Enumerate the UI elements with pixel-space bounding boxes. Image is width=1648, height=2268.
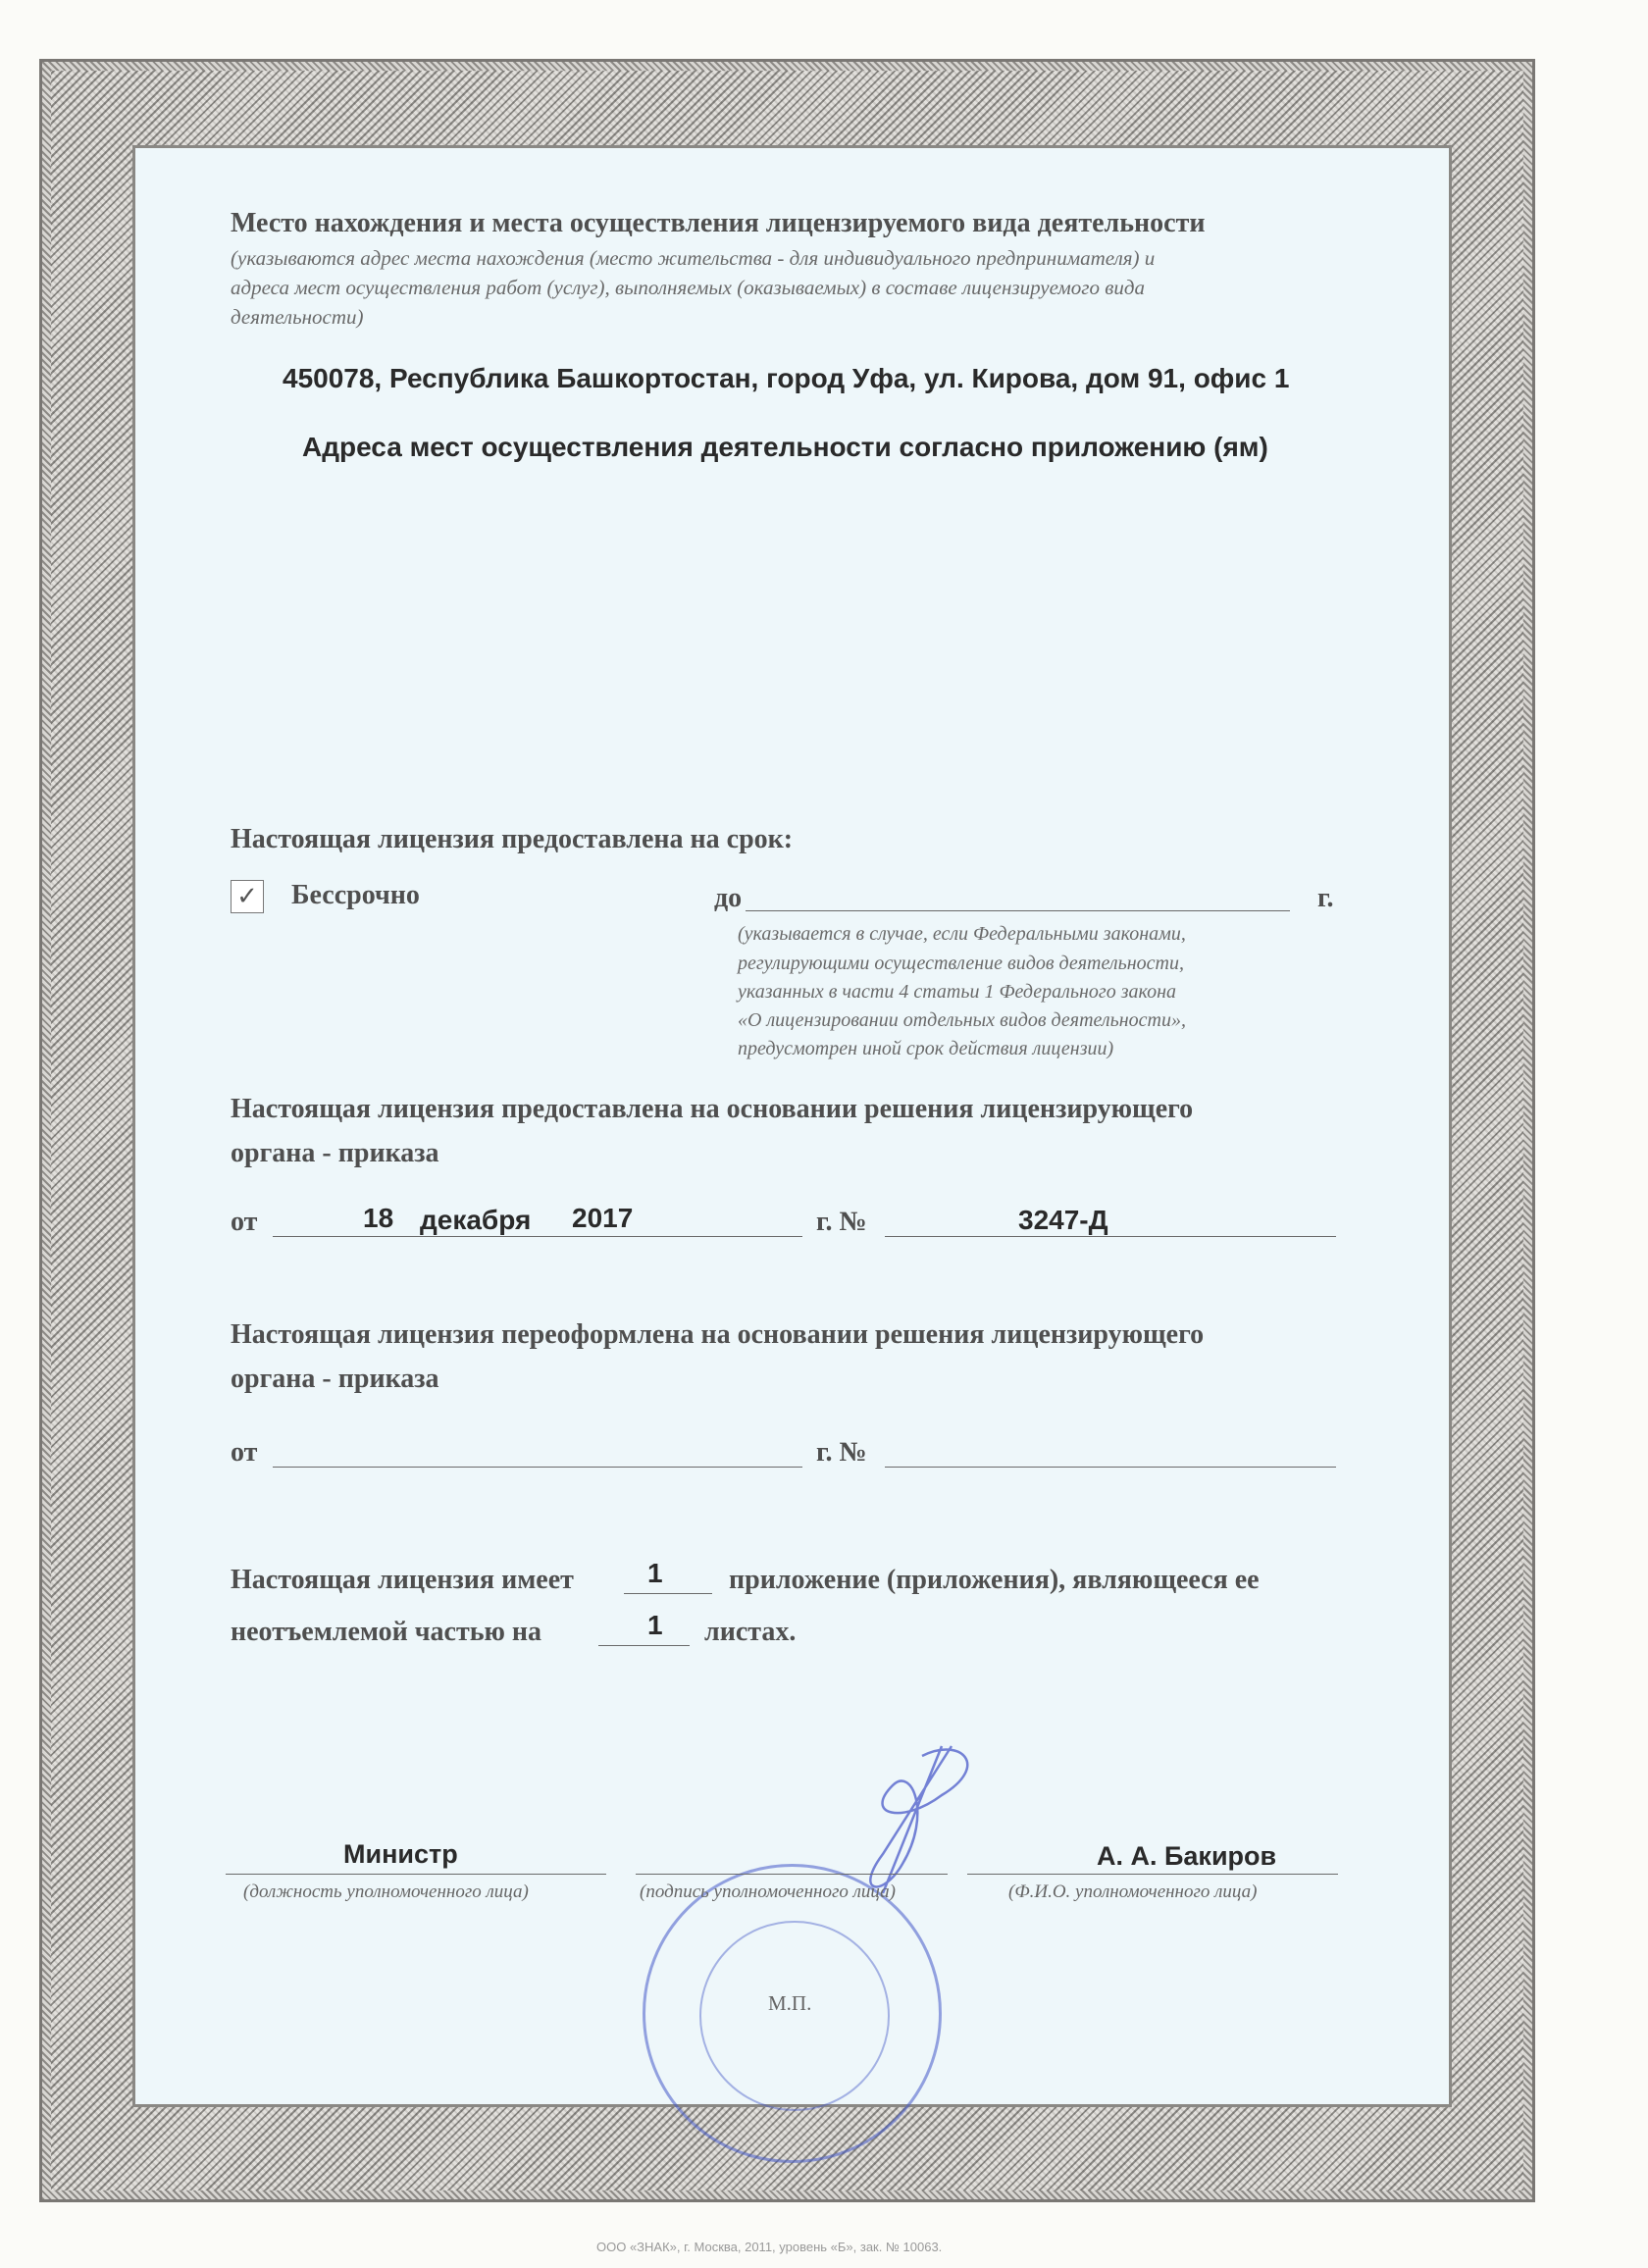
appendix-text-1: Настоящая лицензия имеет [231, 1565, 574, 1595]
name-caption: (Ф.И.О. уполномоченного лица) [1008, 1881, 1258, 1902]
granted-heading-2: органа - приказа [231, 1138, 439, 1168]
indefinite-label: Бессрочно [291, 880, 420, 910]
appendix-text-3: неотъемлемой частью на [231, 1617, 542, 1647]
reissued-heading-1: Настоящая лицензия переоформлена на основании решения лицензирующего [231, 1319, 1205, 1350]
reissued-number-label: г. № [816, 1437, 867, 1468]
signatory-name: А. А. Бакиров [1097, 1841, 1277, 1871]
appendix-count-line [624, 1593, 712, 1594]
printer-info: ООО «ЗНАК», г. Москва, 2011, уровень «Б», зак. № 10063. [596, 2240, 943, 2254]
location-note-3: деятельности) [231, 305, 364, 329]
until-label: до [714, 883, 743, 913]
term-note-4: «О лицензировании отдельных видов деятельности», [738, 1009, 1186, 1031]
granted-from-label: от [231, 1207, 258, 1237]
activity-places: Адреса мест осуществления деятельности согласно приложению (ям) [302, 432, 1268, 462]
year-suffix: г. [1317, 883, 1334, 913]
granted-heading-1: Настоящая лицензия предоставлена на основании решения лицензирующего [231, 1094, 1194, 1124]
appendix-sheets: 1 [647, 1610, 663, 1640]
granted-month: декабря [420, 1205, 532, 1235]
appendix-text-4: листах. [704, 1617, 797, 1647]
granted-year: 2017 [572, 1203, 634, 1233]
term-note-1: (указывается в случае, если Федеральными законами, [738, 923, 1186, 945]
location-note-1: (указываются адрес места нахождения (место жительства - для индивидуального предпринимателя) и [231, 246, 1156, 270]
term-note-2: регулирующими осуществление видов деятельности, [738, 953, 1184, 974]
until-line [746, 910, 1290, 911]
term-heading: Настоящая лицензия предоставлена на срок: [231, 824, 794, 854]
term-note-3: указанных в части 4 статьи 1 Федерального закона [738, 981, 1177, 1003]
seal-label: М.П. [768, 1991, 812, 2015]
name-line [967, 1874, 1338, 1875]
reissued-from-label: от [231, 1437, 258, 1468]
granted-date-line [273, 1236, 802, 1237]
signature-line [636, 1874, 948, 1875]
signatory-position: Министр [343, 1839, 458, 1869]
granted-number-line [885, 1236, 1336, 1237]
appendix-text-2: приложение (приложения), являющееся ее [729, 1565, 1260, 1595]
position-line [226, 1874, 606, 1875]
granted-number: 3247-Д [1018, 1205, 1108, 1235]
signature-caption: (подпись уполномоченного лица) [640, 1881, 896, 1902]
address: 450078, Республика Башкортостан, город Уфа, ул. Кирова, дом 91, офис 1 [283, 363, 1290, 393]
appendix-sheets-line [598, 1645, 690, 1646]
reissued-number-line [885, 1467, 1336, 1468]
reissued-date-line [273, 1467, 802, 1468]
indefinite-checkbox: ✓ [231, 880, 264, 913]
position-caption: (должность уполномоченного лица) [243, 1881, 529, 1902]
term-note-5: предусмотрен иной срок действия лицензии) [738, 1038, 1114, 1059]
granted-day: 18 [363, 1203, 394, 1233]
granted-number-label: г. № [816, 1207, 867, 1237]
appendix-count: 1 [647, 1558, 663, 1588]
location-heading: Место нахождения и места осуществления лицензируемого вида деятельности [231, 208, 1206, 238]
location-note-2: адреса мест осуществления работ (услуг), выполняемых (оказываемых) в составе лицензируемого вида [231, 276, 1145, 299]
reissued-heading-2: органа - приказа [231, 1364, 439, 1394]
